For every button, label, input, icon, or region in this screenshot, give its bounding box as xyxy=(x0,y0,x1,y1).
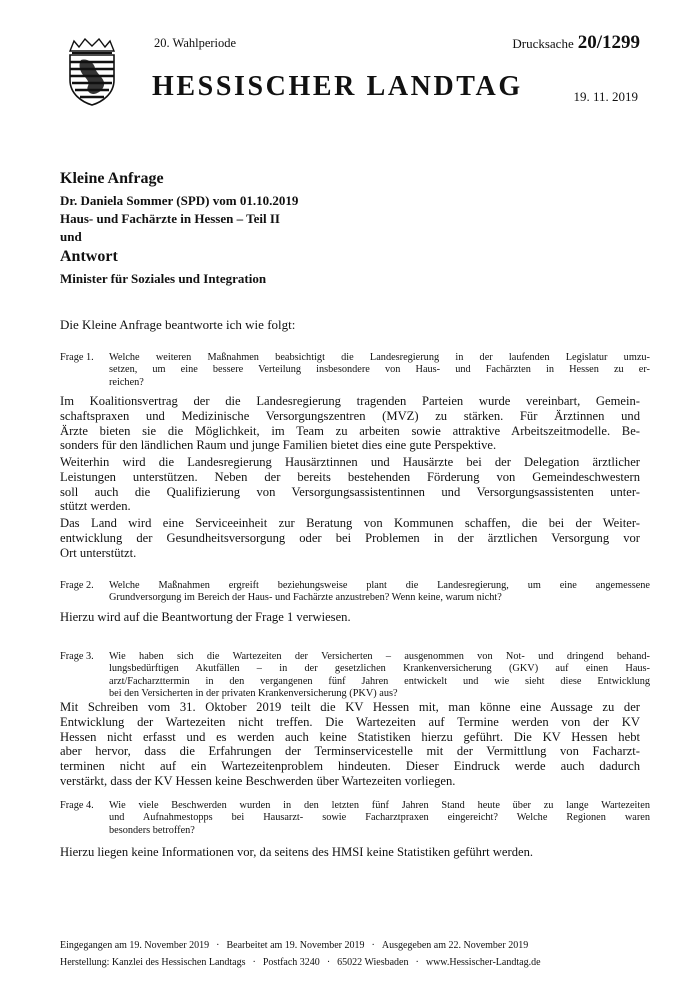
answer-line: schaftspraxen und Medizinische Versorgungszentren (MVZ) zu stärken. Für Ärztinnen und xyxy=(60,408,640,423)
question-line: Welche Maßnahmen ergreift beziehungsweise plant die Landesregierung, um eine angemessene xyxy=(109,580,650,591)
inquiry-subject: Haus- und Fachärzte in Hessen – Teil II xyxy=(60,211,280,226)
answer-line: Hessen nicht erfasst und es werden auch keine Statistiken hierzu geführt. Die KV Hessen hebt xyxy=(60,729,640,744)
footer-ort: 65022 Wiesbaden xyxy=(337,957,409,968)
hessen-coat-of-arms-icon xyxy=(64,38,120,106)
question-3 xyxy=(60,651,650,701)
question-label: Frage 4. xyxy=(60,800,94,811)
question-line: und Aufnahmestopps bei Hausarzt- sowie Facharztpraxen eingereicht? Welche Regionen waren xyxy=(109,812,650,824)
answer-line: Leistungen unterstützen. Neben der bereits bestehenden Förderung von Gemeindeschwestern xyxy=(60,469,640,484)
footer-separator: · xyxy=(252,957,256,968)
question-line: lungsbedürftigen Akutfällen – in der gesetzlichen Krankenversicherung (GKV) auf einen Haus- xyxy=(109,663,650,675)
question-2 xyxy=(60,580,650,605)
minister-line: Minister für Soziales und Integration xyxy=(60,271,267,286)
answer-line: Hierzu wird auf die Beantwortung der Frage 1 verwiesen. xyxy=(60,610,351,624)
answer-line: Ort unterstützt. xyxy=(60,545,137,560)
footer-dates xyxy=(60,937,660,954)
answer-1-paragraph-3 xyxy=(60,516,640,560)
footer-separator: · xyxy=(216,940,220,951)
footer-separator: · xyxy=(326,957,331,968)
question-line: Welche weiteren Maßnahmen beabsichtigt die Landesregierung in der laufenden Legislatur umzu- xyxy=(109,352,650,363)
question-label: Frage 1. xyxy=(60,352,94,363)
intro-sentence: Die Kleine Anfrage beantworte ich wie folgt: xyxy=(60,317,296,332)
footer-postfach: Postfach 3240 xyxy=(262,957,320,968)
antwort-heading: Antwort xyxy=(60,248,118,265)
answer-1-paragraph-1 xyxy=(60,394,640,453)
footer-herstellung: Herstellung: Kanzlei des Hessischen Landtags xyxy=(60,957,246,968)
answer-4 xyxy=(60,845,640,860)
question-line: Wie viele Beschwerden wurden in den letzten fünf Jahren Stand heute über zu lange Wartezeiten xyxy=(109,800,650,811)
answer-line: Im Koalitionsvertrag der die Landesregierung tragenden Parteien wurde vereinbart, Gemein- xyxy=(60,394,640,408)
question-line: Wie haben sich die Wartezeiten der Versicherten – ausgenommen von Not- und dringend behand- xyxy=(109,651,650,662)
answer-line: stützt werden. xyxy=(60,499,131,514)
und-label: und xyxy=(60,229,82,244)
footer-bearbeitet: Bearbeitet am 19. November 2019 xyxy=(226,940,365,951)
footer-imprint xyxy=(60,954,660,971)
answer-1-paragraph-2 xyxy=(60,455,640,514)
answer-line: Weiterhin wird die Landesregierung Hausärztinnen und Hausärzte bei der Delegation ärztlicher xyxy=(60,455,640,469)
answer-line: terminen nicht auf ein Wartezeitenproblem hindeuten. Dieser Eindruck werde auch dadurch xyxy=(60,759,640,774)
answer-line: aber hervor, dass die Erfahrungen der Terminservicestelle mit der Vermittlung von Facharzt- xyxy=(60,744,640,759)
answer-line: verstärkt, dass der KV Hessen keine Beschwerden über Wartezeiten vorliegen. xyxy=(60,773,456,788)
footer-separator: · xyxy=(415,957,419,968)
footer-website-link[interactable]: www.Hessischer-Landtag.de xyxy=(425,957,541,968)
question-4 xyxy=(60,800,650,837)
question-line: setzen, um eine bessere Verteilung insbesondere von Haus- und Fachärzten in Hessen zu er- xyxy=(109,364,650,376)
inquiry-header xyxy=(60,170,640,288)
document-date: 19. 11. 2019 xyxy=(573,89,638,104)
answer-line: Ärzte bieten sie die Möglichkeit, im Team zu arbeiten sowie attraktive Arbeitszeitmodelle. Be- xyxy=(60,423,640,438)
drucksache xyxy=(512,32,640,54)
answer-line: entwicklung der Gesundheitsversorgung oder bei Problemen in der ärztlichen Versorgung vor xyxy=(60,530,640,545)
question-line: Grundversorgung im Bereich der Haus- und Fachärzte anzustreben? Wenn keine, warum nicht? xyxy=(109,592,502,604)
footer-ausgegeben: Ausgegeben am 22. November 2019 xyxy=(381,940,529,951)
page-footer xyxy=(60,937,660,971)
inquiry-author: Dr. Daniela Sommer (SPD) vom 01.10.2019 xyxy=(60,193,299,208)
question-1 xyxy=(60,352,650,389)
footer-eingegangen: Eingegangen am 19. November 2019 xyxy=(60,940,210,951)
answer-line: sonders für den ländlichen Raum und junge Familien bietet dies eine gute Perspektive. xyxy=(60,438,497,453)
answer-3 xyxy=(60,700,640,789)
answer-line: Mit Schreiben vom 31. Oktober 2019 teilt die KV Hessen mit, man könne eine Aussage zu der xyxy=(60,700,640,714)
answer-line: Das Land wird eine Serviceeinheit zur Beratung von Kommunen schaffen, die bei der Weiter- xyxy=(60,516,640,530)
inquiry-type: Kleine Anfrage xyxy=(60,170,164,187)
question-line: reichen? xyxy=(109,376,144,388)
drucksache-number: 20/1299 xyxy=(577,32,640,53)
footer-separator: · xyxy=(371,940,375,951)
answer-line: Entwicklung der Wartezeiten nicht treffen. Die Wartezeiten auf Termine werden von der KV xyxy=(60,714,640,729)
parliament-title: HESSISCHER LANDTAG xyxy=(152,71,523,102)
question-line: arzt/Facharzttermin in den vergangenen fünf Jahren entwickelt und wie sieht diese Entwicklung xyxy=(109,675,650,687)
legislative-period: 20. Wahlperiode xyxy=(154,36,237,50)
answer-line: soll auch die Qualifizierung von Versorgungsassistentinnen und Versorgungsassistenten unter- xyxy=(60,484,640,499)
question-line: bei den Versicherten in der privaten Krankenversicherung (PKV) aus? xyxy=(109,688,398,700)
drucksache-label: Drucksache xyxy=(512,36,574,51)
question-line: besonders betroffen? xyxy=(109,824,195,836)
answer-2 xyxy=(60,610,640,625)
answer-line: Hierzu liegen keine Informationen vor, da seitens des HMSI keine Statistiken geführt werden. xyxy=(60,845,534,859)
question-label: Frage 3. xyxy=(60,651,94,662)
question-label: Frage 2. xyxy=(60,580,94,591)
